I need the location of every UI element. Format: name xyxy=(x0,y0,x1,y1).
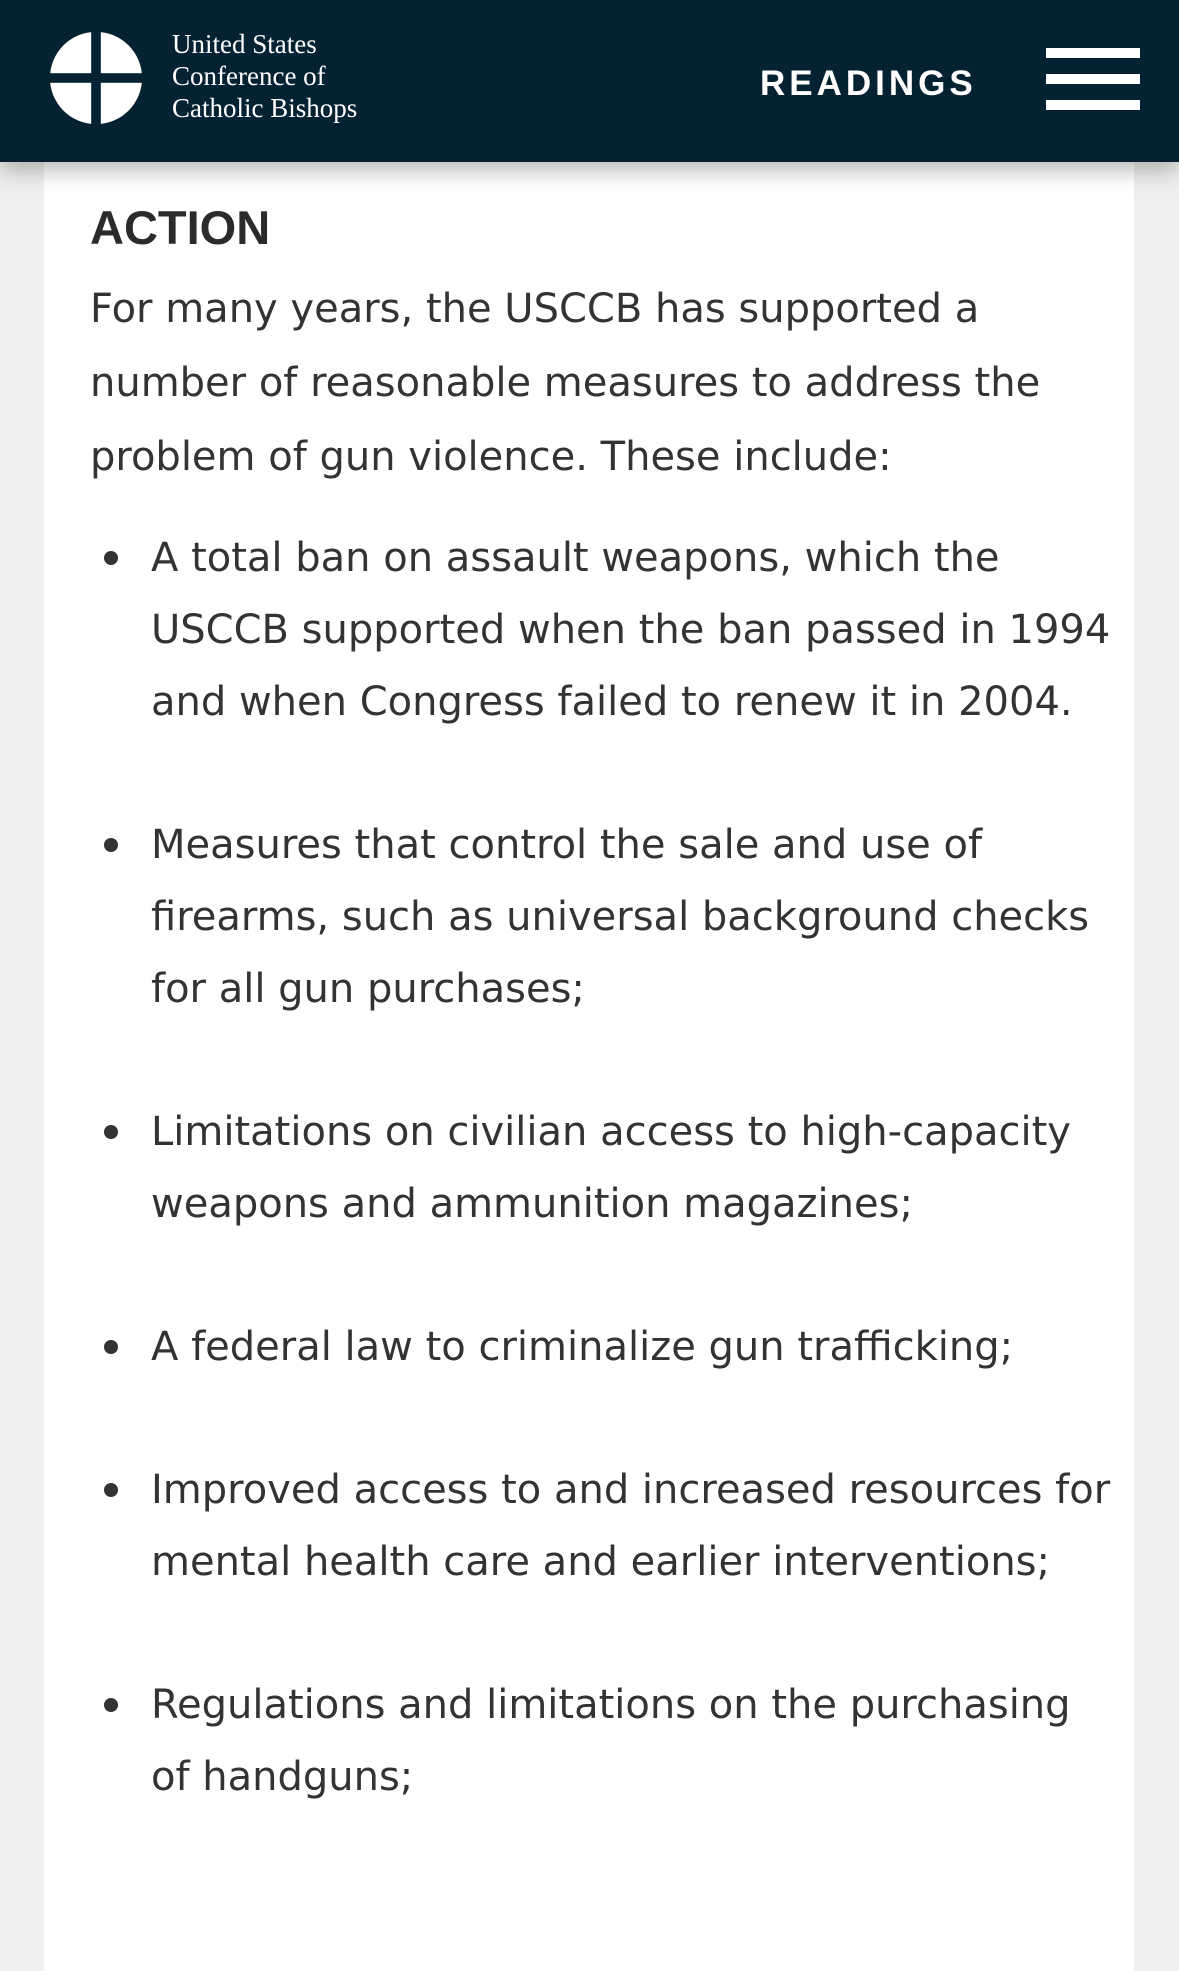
brand-name[interactable] xyxy=(172,28,357,124)
list-item xyxy=(44,522,1134,738)
list-item xyxy=(44,1311,1134,1383)
bullet-icon xyxy=(104,1340,118,1354)
hamburger-menu-icon[interactable] xyxy=(1046,44,1140,116)
readings-link[interactable]: READINGS xyxy=(760,64,977,103)
brand-line: Catholic Bishops xyxy=(172,93,358,123)
brand-line: United States xyxy=(172,29,317,59)
section-heading: ACTION xyxy=(90,201,271,254)
list-item-text: Limitations on civilian access to high-capacity weapons and ammunition magazines; xyxy=(151,1109,1071,1227)
list-item-text: A federal law to criminalize gun trafficking; xyxy=(151,1324,1014,1370)
menu-bar xyxy=(1046,74,1140,84)
bullet-icon xyxy=(104,1125,118,1139)
site-header xyxy=(0,0,1179,162)
list-item xyxy=(44,1454,1134,1598)
list-item xyxy=(44,1096,1134,1240)
bullet-icon xyxy=(104,838,118,852)
menu-bar xyxy=(1046,100,1140,110)
list-item-text: Improved access to and increased resources for mental health care and earlier interventions; xyxy=(151,1467,1111,1585)
content-card xyxy=(44,150,1134,1971)
brand-line: Conference of xyxy=(172,61,326,91)
bullet-icon xyxy=(104,551,118,565)
menu-bar xyxy=(1046,48,1140,58)
bullet-icon xyxy=(104,1483,118,1497)
bullet-icon xyxy=(104,1698,118,1712)
list-item-text: Measures that control the sale and use of firearms, such as universal background checks for all gun purchases; xyxy=(151,822,1090,1012)
cross-in-circle-icon[interactable] xyxy=(48,30,144,126)
measures-list xyxy=(44,522,1134,1884)
list-item-text: Regulations and limitations on the purchasing of handguns; xyxy=(151,1682,1071,1800)
list-item xyxy=(44,809,1134,1025)
intro-paragraph: For many years, the USCCB has supported a number of reasonable measures to address the problem of gun violence. These include: xyxy=(90,286,1041,480)
list-item-text: A total ban on assault weapons, which the USCCB supported when the ban passed in 1994 and when Congress failed to renew it in 2004. xyxy=(151,535,1111,725)
list-item xyxy=(44,1669,1134,1813)
